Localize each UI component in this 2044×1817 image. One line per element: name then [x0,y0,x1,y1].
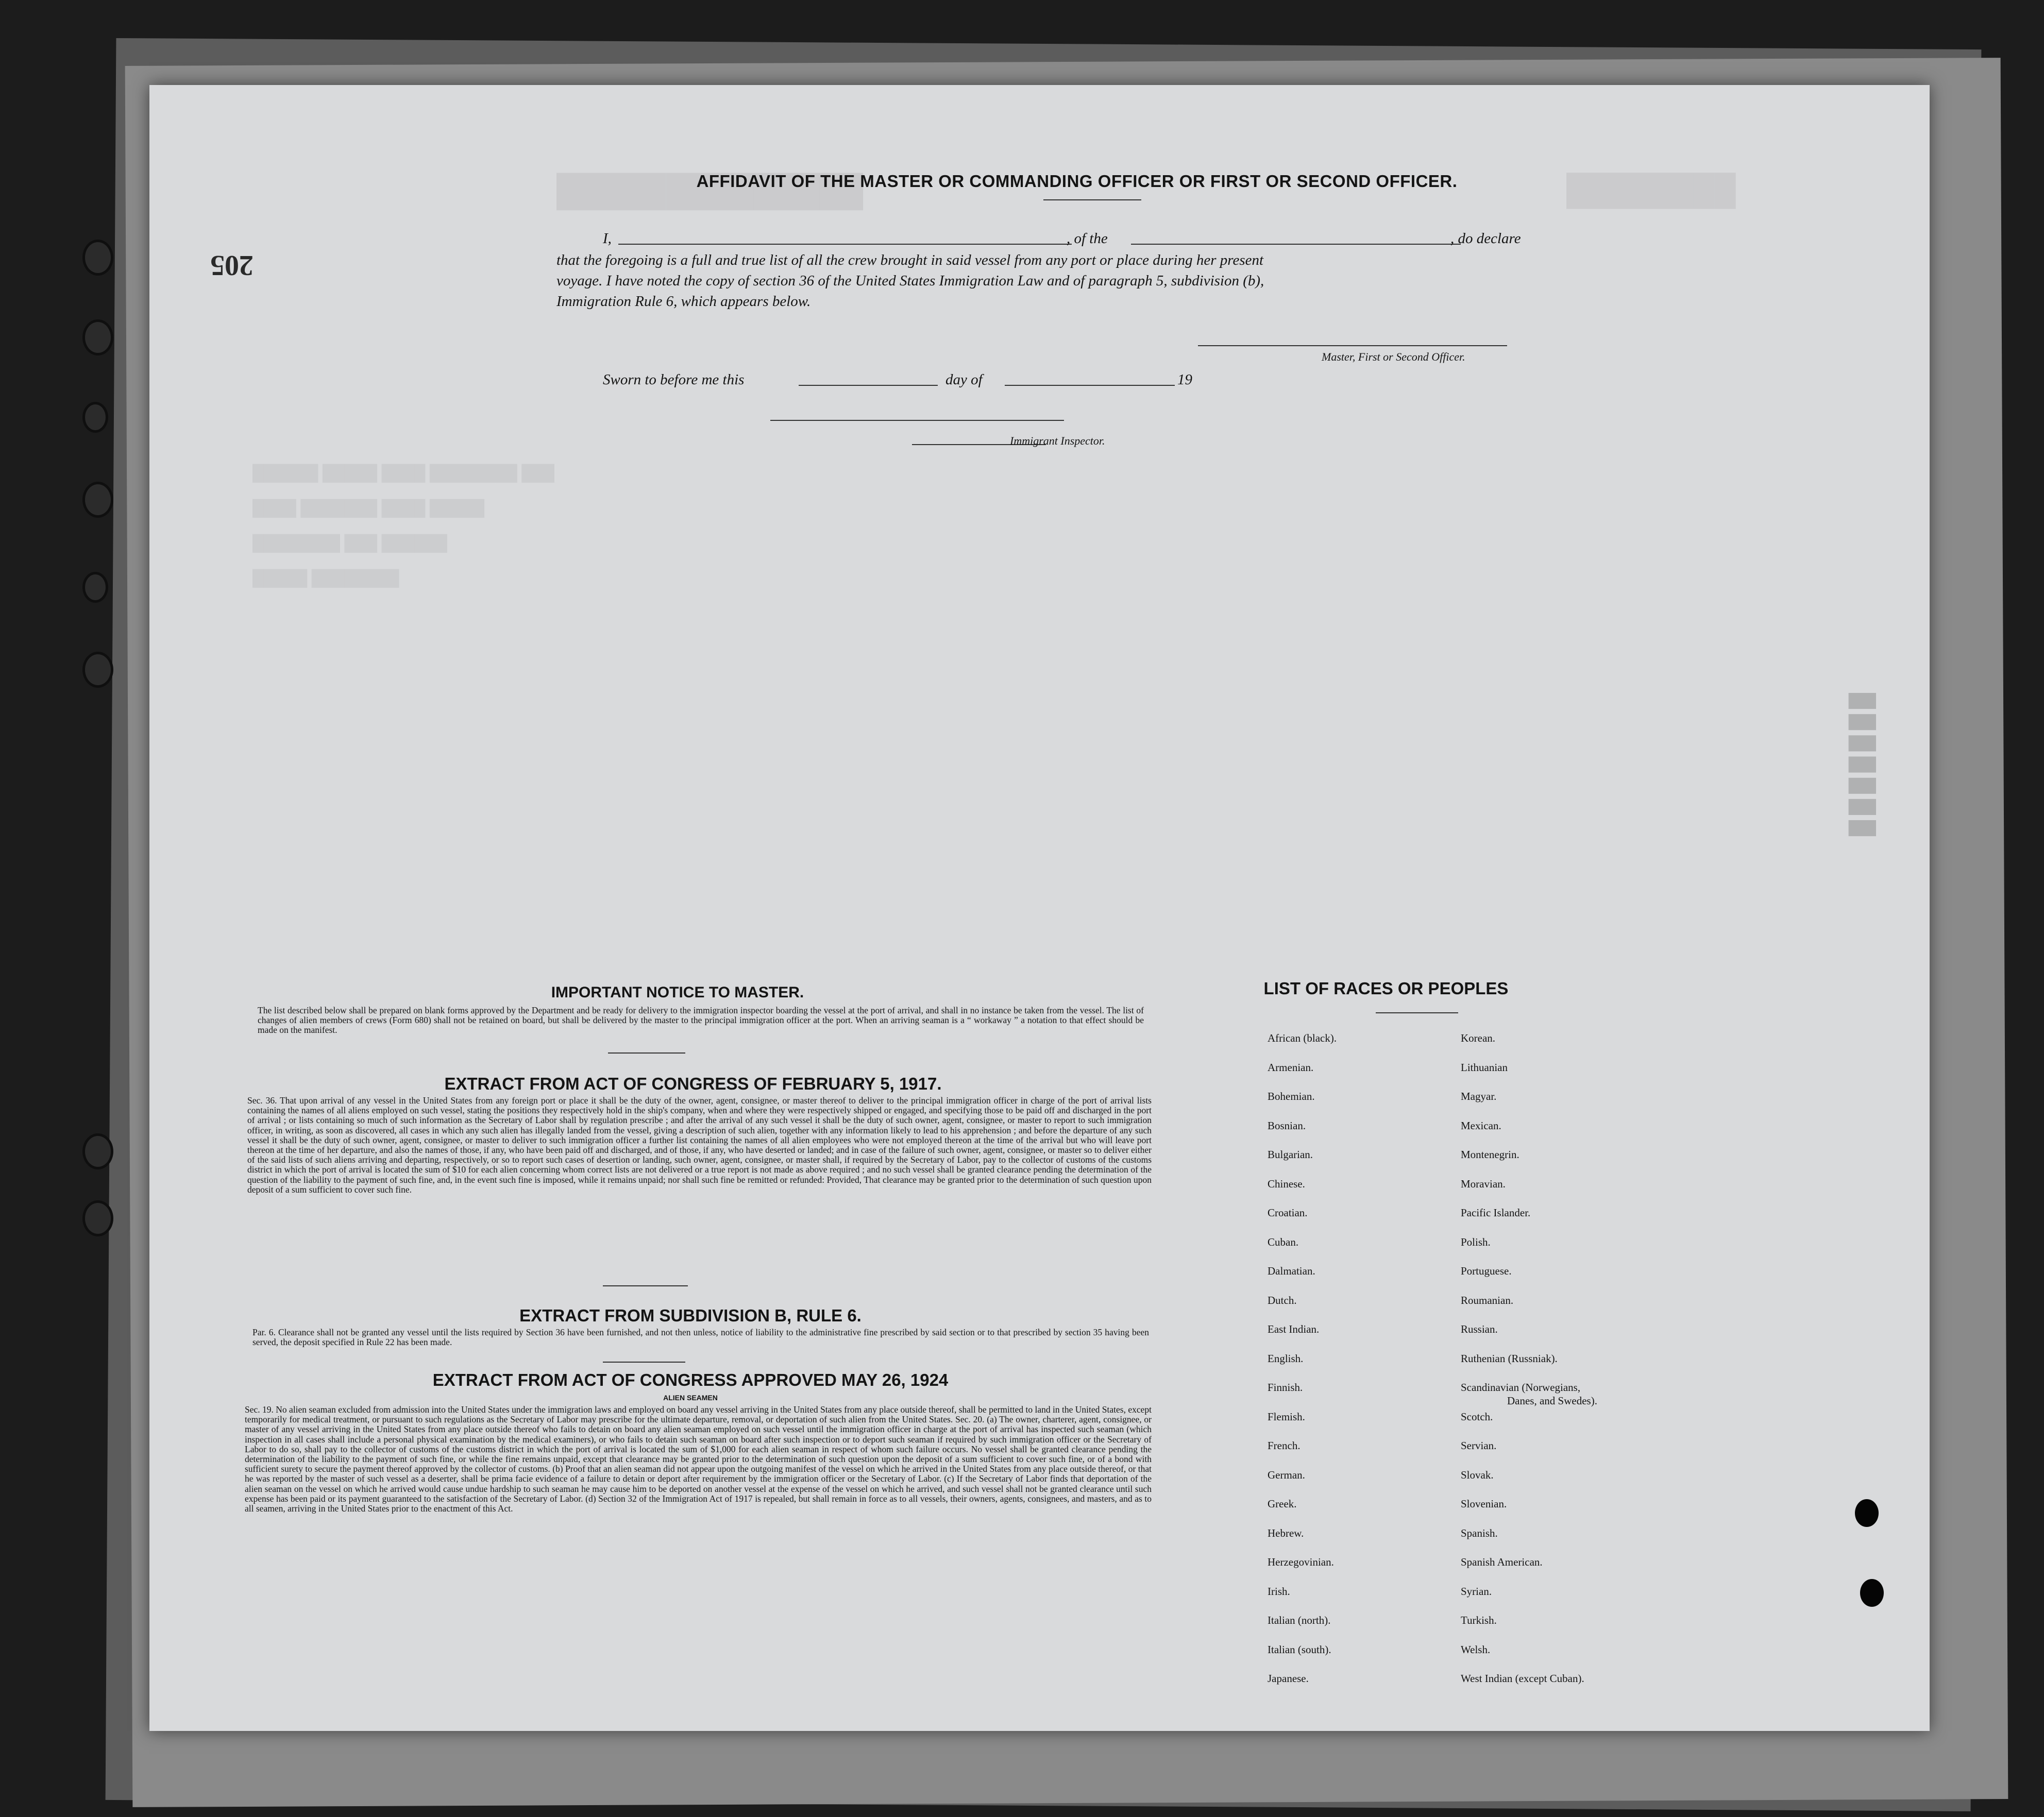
race-item: Danes, and Swedes). [1507,1395,1597,1407]
race-item: Chinese. [1268,1177,1305,1190]
race-item: Russian. [1461,1323,1498,1335]
race-item: West Indian (except Cuban). [1461,1672,1584,1685]
bleed-through-heading: ██████████████ [556,173,864,208]
binder-hole [82,240,113,276]
race-item: Portuguese. [1461,1265,1512,1277]
subdivision-body: Par. 6. Clearance shall not be granted any vessel until the lists required by Section 36 have been furnished, and not then unless, notice of liability to the administrative fine prescribed by said section or to that prescribed by section 35 having been served, the deposit specified in Rule 22 has been made. [252,1327,1149,1348]
race-item: Greek. [1268,1498,1297,1510]
notice-body: The list described below shall be prepared on blank forms approved by the Department and be ready for delivery to the immigration inspector boarding the vessel at the port of arrival, and shall in no instance be taken from the vessel. The list of changes of alien members of crews (Form 680) shall not be retained on board, but shall be delivered by the master to the principal immigration officer at the port. When an arriving seaman is a “ workaway ” a notation to that effect should be made on the manifest. [258,1005,1144,1035]
race-item: Roumanian. [1461,1294,1514,1306]
race-item: Cuban. [1268,1235,1299,1248]
inspector-label: Immigrant Inspector. [1010,434,1105,447]
day-of-label: day of [945,371,983,388]
race-item: Armenian. [1268,1061,1314,1074]
document-page [149,85,1930,1731]
sworn-month-line[interactable] [1005,385,1175,386]
notice-divider [608,1052,685,1054]
race-item: Scandinavian (Norwegians, [1461,1381,1581,1394]
extract-1924-body: Sec. 19. No alien seaman excluded from admission into the United States under the immigration laws and employed on board any vessel arriving in the United States from any place outside thereof, shall be permitted to land in the United States, except temporarily for medical treatment, or pursuant to such regulations as the Secretary of Labor may prescribe for the ultimate departure, removal, or deportation of such alien from the United States. Sec. 20. (a) The owner, charterer, agent, consignee, or master of any vessel arriving in the United States from any place outside thereof who fails to detain on board any alien seaman employed on such vessel until the immigration officer in charge at the port of arrival has inspected such seaman (which inspection in all cases shall include a personal physical examination by the medical examiners), or who fails to detain such seaman on board after such inspection or to deport such seaman if required by such immigration officer or the Secretary of Labor to do so, shall pay to the collector of customs of the customs district in which the port of arrival is located the sum of $1,000 for each alien seaman in respect of whom such failure occurs. No vessel shall be granted clearance pending the determination of the liability to the payment of such fine, or while the fine remains unpaid, except that clearance may be granted prior to the determination of such question upon the deposit of a sum sufficient to cover such fine, or of a bond with sufficient surety to secure the payment thereof approved by the collector of customs. (b) Proof that an alien seaman did not appear upon the outgoing manifest of the vessel on which he arrived in the United States from any place outside thereof, or that he was reported by the master of such vessel as a deserter, shall be prima facie evidence of a failure to detain or deport after requirement by the immigration officer or the Secretary of Labor. (c) If the Secretary of Labor finds that deportation of the alien seaman on the vessel on which he arrived would cause undue hardship to such seaman he may cause him to be deported on another vessel at the expense of the vessel on which he arrived, and such vessel shall not be granted clearance until such expense has been paid or its payment guaranteed to the satisfaction of the Secretary of Labor. (d) Section 32 of the Immigration Act of 1917 is repealed, but shall remain in force as to all vessels, their owners, agents, consignees, and masters, and as to all seamen, arriving in the United States prior to the enactment of this Act. [245,1404,1152,1514]
race-item: Dalmatian. [1268,1265,1315,1277]
race-item: Hebrew. [1268,1526,1304,1539]
subdivision-divider [603,1362,685,1363]
notice-title: IMPORTANT NOTICE TO MASTER. [551,984,804,1001]
bleed-through-heading-2: ████████ [1566,173,1736,207]
race-item: Korean. [1461,1032,1496,1044]
race-item: Finnish. [1268,1381,1303,1394]
race-item: Slovak. [1461,1468,1494,1481]
year-label: 19 [1177,371,1192,388]
extract-1924-subtitle: ALIEN SEAMEN [663,1394,718,1402]
master-signature-line[interactable] [1198,345,1507,346]
extract-1917-body: Sec. 36. That upon arrival of any vessel in the United States from any foreign port or place it shall be the duty of the owner, agent, consignee, or master thereof to deliver to the principal immigration officer in charge of the port of arrival lists containing the names of all aliens employed on such vessel, stating the positions they respectively hold in the ship's company, when and where they were respectively shipped or engaged, and specifying those to be paid off and discharged in the port of arrival ; or lists containing so much of such information as the Secretary of Labor shall by regulation prescribe ; and after the arrival of any such vessel it shall be the duty of such owner, agent, consignee, or master to report to such immigration officer, in writing, as soon as discovered, all cases in which any such alien has illegally landed from the vessel, giving a description of such alien, together with any information likely to lead to his apprehension ; and before the departure of any such vessel it shall be the duty of such owner, agent, consignee, or master to deliver to such immigration officer a further list containing the names of all alien employees who were not employed thereon at the time of the arrival but who will leave port thereon at the time of her departure, and also the names of those, if any, who have been paid off and discharged, and of those, if any, who have deserted or landed; and in case of the failure of such owner, agent, consignee, or master so to deliver either of the said lists of such aliens arriving and departing, respectively, or so to report such cases of desertion or landing, such owner, agent, consignee, or master shall, if required by the Secretary of Labor, pay to the collector of customs of the customs district in which the port of arrival is located the sum of $10 for each alien concerning whom correct lists are not delivered or a true report is not made as above required ; and no such vessel shall be granted clearance pending the determination of the question of the liability to the payment of such fine, and, in the event such fine is imposed, while it remains unpaid; nor shall such fine be remitted or refunded: Provided, That clearance may be granted prior to the determination of such question upon deposit of a sum sufficient to cover such fine. [247,1095,1152,1195]
inspector-signature-line-1[interactable] [770,420,1064,421]
subdivision-title: EXTRACT FROM SUBDIVISION B, RULE 6. [519,1306,861,1325]
race-item: Mexican. [1461,1119,1501,1132]
do-declare-label: , do declare [1450,230,1521,247]
declarant-label: I, [603,230,612,247]
margin-stamp: ███████ [1850,693,1876,842]
races-divider [1376,1012,1458,1013]
race-item: Bosnian. [1268,1119,1306,1132]
binder-hole [82,402,108,433]
binder-hole [82,572,108,603]
race-item: French. [1268,1439,1300,1452]
declaration-line-2: voyage. I have noted the copy of section 36 of the United States Immigration Law and of paragraph 5, subdivision (b), [556,273,1264,289]
race-item: Pacific Islander. [1461,1207,1531,1219]
sworn-day-line[interactable] [799,385,938,386]
binder-hole [82,482,113,518]
affidavit-title: AFFIDAVIT OF THE MASTER OR COMMANDING OFFICER OR FIRST OR SECOND OFFICER. [696,172,1458,191]
binder-hole [82,319,113,355]
extract-1917-divider [603,1285,688,1286]
race-item: Japanese. [1268,1672,1309,1685]
race-item: Italian (north). [1268,1614,1331,1626]
race-item: German. [1268,1468,1305,1481]
race-item: Servian. [1461,1439,1497,1452]
punch-hole [1855,1499,1879,1527]
race-item: Turkish. [1461,1614,1497,1626]
page-number-stamp: 205 [210,249,254,281]
race-item: Lithuanian [1461,1061,1508,1074]
race-item: East Indian. [1268,1323,1320,1335]
race-item: Moravian. [1461,1177,1506,1190]
declaration-line-3: Immigration Rule 6, which appears below. [556,293,811,310]
race-item: Croatian. [1268,1207,1308,1219]
race-item: Polish. [1461,1235,1491,1248]
race-item: Montenegrin. [1461,1148,1519,1161]
bleed-through-table: ██████ █████ ████ ████████ ███ ████ ███████ ████ █████ ████████ ███ ██████ █████ ████████ [252,465,554,587]
race-item: Spanish. [1461,1526,1498,1539]
race-item: Dutch. [1268,1294,1297,1306]
extract-1924-title: EXTRACT FROM ACT OF CONGRESS APPROVED MAY 26, 1924 [432,1370,949,1389]
race-item: Bohemian. [1268,1090,1315,1102]
title-underline [1043,199,1141,200]
race-item: Slovenian. [1461,1498,1507,1510]
race-item: Italian (south). [1268,1643,1331,1656]
vessel-name-line[interactable] [1131,244,1461,245]
declaration-line-1: that the foregoing is a full and true list of all the crew brought in said vessel from any port or place during her present [556,252,1264,268]
race-item: African (black). [1268,1032,1337,1044]
binder-hole [82,1133,113,1169]
extract-1917-title: EXTRACT FROM ACT OF CONGRESS OF FEBRUARY 5, 1917. [444,1074,942,1093]
binder-hole [82,652,113,688]
race-item: Flemish. [1268,1410,1305,1423]
races-title: LIST OF RACES OR PEOPLES [1263,979,1509,998]
race-item: Welsh. [1461,1643,1491,1656]
race-item: Bulgarian. [1268,1148,1313,1161]
race-item: Magyar. [1461,1090,1497,1102]
race-item: Spanish American. [1461,1556,1543,1568]
race-item: Scotch. [1461,1410,1493,1423]
race-item: English. [1268,1352,1304,1365]
sworn-label: Sworn to before me this [603,371,745,388]
race-item: Irish. [1268,1585,1290,1598]
race-item: Syrian. [1461,1585,1492,1598]
binder-hole [82,1200,113,1236]
race-item: Ruthenian (Russniak). [1461,1352,1558,1365]
declarant-name-line[interactable] [618,244,1072,245]
of-the-label: , of the [1067,230,1108,247]
punch-hole [1860,1579,1884,1607]
race-item: Herzegovinian. [1268,1556,1334,1568]
master-signature-label: Master, First or Second Officer. [1322,350,1465,363]
